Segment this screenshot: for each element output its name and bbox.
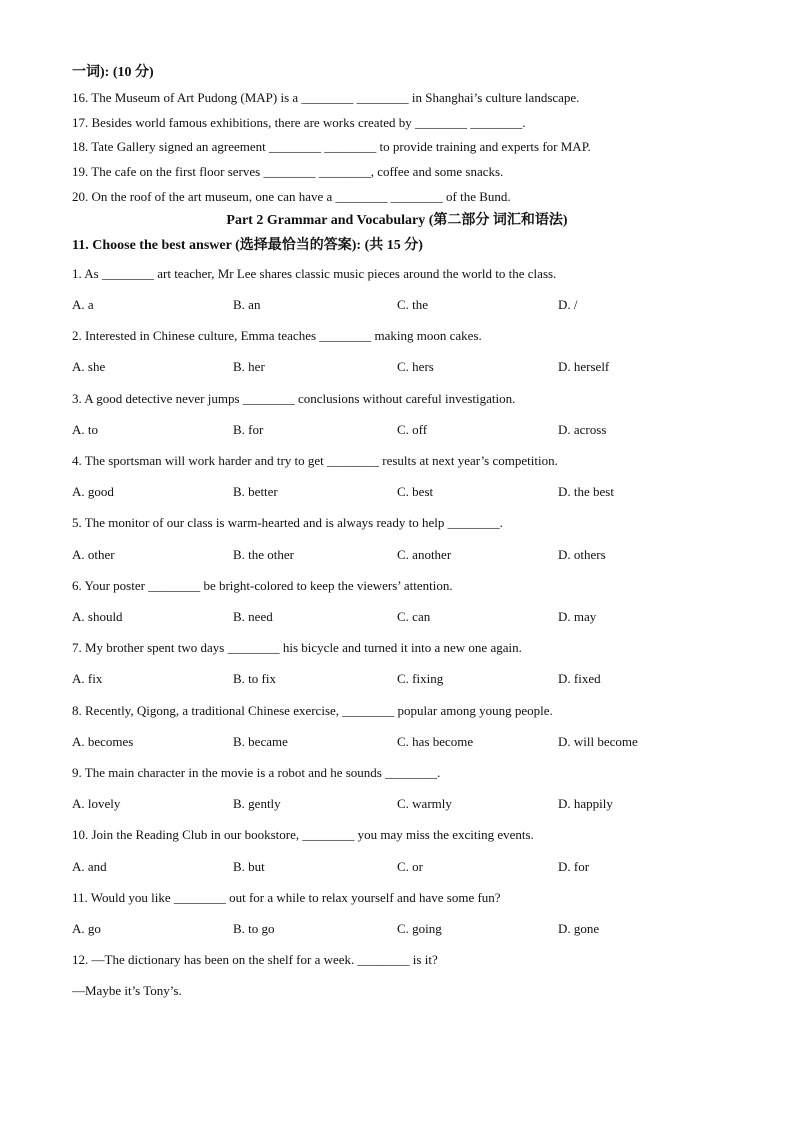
option-a: A. to (72, 422, 98, 437)
option-c: C. going (397, 921, 442, 936)
option-b: B. became (233, 734, 288, 749)
section-header-continued: 一词): (10 分) (72, 65, 154, 80)
question-2: 2. Interested in Chinese culture, Emma teaches ________ making moon cakes. (72, 328, 482, 343)
option-c: C. can (397, 609, 431, 624)
option-a: A. should (72, 609, 123, 624)
option-a: A. a (72, 297, 94, 312)
question-10: 10. Join the Reading Club in our bookstore, ________ you may miss the exciting events. (72, 827, 534, 842)
option-a: A. becomes (72, 734, 134, 749)
option-a: A. fix (72, 671, 103, 686)
option-b: B. her (233, 359, 265, 374)
option-b: B. for (233, 422, 264, 437)
option-c: C. or (397, 859, 423, 874)
option-d: D. for (558, 859, 590, 874)
question-7-options (72, 671, 722, 687)
option-d: D. / (558, 297, 578, 312)
option-b: B. gently (233, 796, 281, 811)
question-6-options (72, 609, 722, 625)
question-1: 1. As ________ art teacher, Mr Lee shares classic music pieces around the world to the class. (72, 266, 557, 281)
question-9-options (72, 796, 722, 812)
option-b: B. but (233, 859, 265, 874)
option-b: B. the other (233, 547, 295, 562)
question-5: 5. The monitor of our class is warm-hearted and is always ready to help ________. (72, 515, 503, 530)
option-b: B. to go (233, 921, 275, 936)
question-2-options (72, 359, 722, 375)
part-title: Part 2 Grammar and Vocabulary (第二部分 词汇和语法) (226, 213, 568, 228)
question-8: 8. Recently, Qigong, a traditional Chinese exercise, ________ popular among young people. (72, 703, 553, 718)
question-8-options (72, 734, 722, 750)
option-a: A. good (72, 484, 114, 499)
option-c: C. fixing (397, 671, 444, 686)
question-4-options (72, 484, 722, 500)
option-c: C. warmly (397, 796, 452, 811)
question-11-options (72, 921, 722, 937)
question-1-options (72, 297, 722, 313)
option-d: D. fixed (558, 671, 601, 686)
option-c: C. the (397, 297, 429, 312)
question-3-options (72, 422, 722, 438)
option-d: D. across (558, 422, 607, 437)
option-a: A. and (72, 859, 107, 874)
option-d: D. others (558, 547, 606, 562)
option-c: C. off (397, 422, 428, 437)
fill-item-16: 16. The Museum of Art Pudong (MAP) is a ________ ________ in Shanghai’s culture landscape. (72, 90, 580, 105)
question-12: 12. —The dictionary has been on the shelf for a week. ________ is it? (72, 952, 438, 967)
option-a: A. go (72, 921, 101, 936)
option-d: D. happily (558, 796, 613, 811)
option-d: D. gone (558, 921, 600, 936)
option-a: A. other (72, 547, 115, 562)
question-11: 11. Would you like ________ out for a while to relax yourself and have some fun? (72, 890, 501, 905)
question-5-options (72, 547, 722, 563)
option-a: A. lovely (72, 796, 121, 811)
section-title: 11. Choose the best answer (选择最恰当的答案): (共 15 分) (72, 238, 423, 253)
fill-item-18: 18. Tate Gallery signed an agreement ________ ________ to provide training and experts for MAP. (72, 139, 591, 154)
option-c: C. hers (397, 359, 434, 374)
option-b: B. need (233, 609, 273, 624)
option-d: D. the best (558, 484, 614, 499)
question-3: 3. A good detective never jumps ________ conclusions without careful investigation. (72, 391, 516, 406)
fill-item-20: 20. On the roof of the art museum, one can have a ________ ________ of the Bund. (72, 189, 511, 204)
fill-item-19: 19. The cafe on the first floor serves ________ ________, coffee and some snacks. (72, 164, 504, 179)
question-6: 6. Your poster ________ be bright-colored to keep the viewers’ attention. (72, 578, 453, 593)
option-d: D. will become (558, 734, 638, 749)
question-9: 9. The main character in the movie is a robot and he sounds ________. (72, 765, 441, 780)
option-c: C. best (397, 484, 434, 499)
option-c: C. has become (397, 734, 474, 749)
question-7: 7. My brother spent two days ________ his bicycle and turned it into a new one again. (72, 640, 522, 655)
option-b: B. an (233, 297, 261, 312)
option-b: B. to fix (233, 671, 276, 686)
question-12-reply: —Maybe it’s Tony’s. (72, 983, 182, 998)
option-d: D. may (558, 609, 597, 624)
option-c: C. another (397, 547, 452, 562)
question-10-options (72, 859, 722, 875)
question-4: 4. The sportsman will work harder and try to get ________ results at next year’s competition. (72, 453, 558, 468)
option-b: B. better (233, 484, 278, 499)
option-a: A. she (72, 359, 106, 374)
option-d: D. herself (558, 359, 610, 374)
fill-item-17: 17. Besides world famous exhibitions, there are works created by ________ ________. (72, 115, 526, 130)
